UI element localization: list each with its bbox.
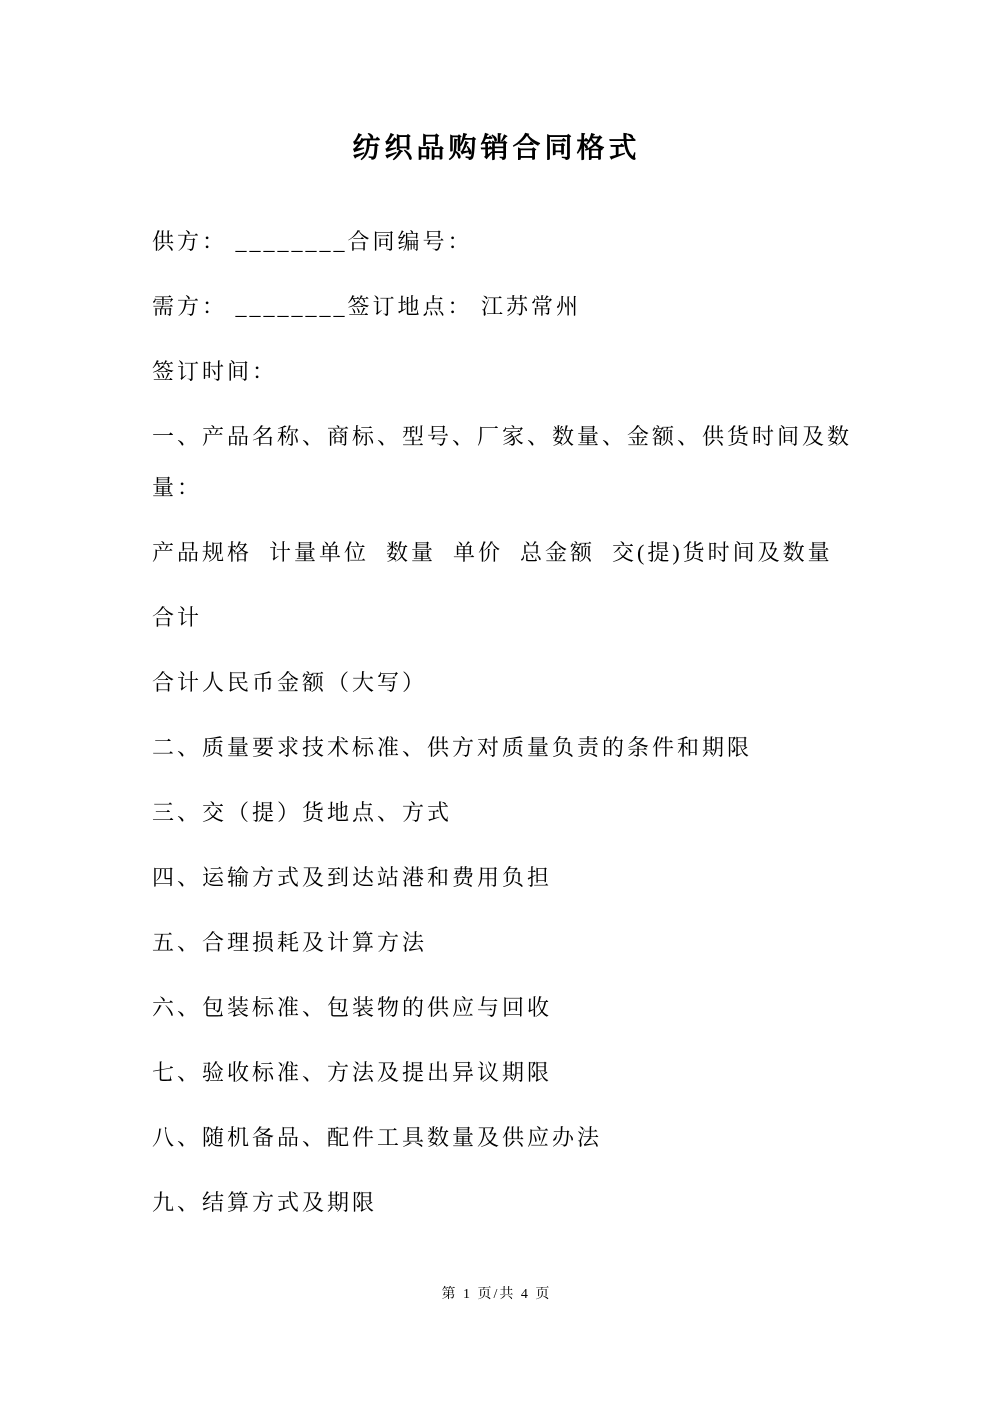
paragraph-item-6 xyxy=(152,982,872,1033)
document-title: 纺织品购销合同格式 xyxy=(352,133,641,164)
page-footer: 第 1 页/共 4 页 xyxy=(441,1287,552,1302)
text-line: 供方： ________合同编号： xyxy=(152,229,473,254)
document-body xyxy=(152,216,872,1228)
text-line: 四、运输方式及到达站港和费用负担 xyxy=(152,865,553,890)
paragraph-supplier xyxy=(152,216,872,267)
paragraph-item-2 xyxy=(152,722,872,773)
paragraph-item-7 xyxy=(152,1047,872,1098)
text-line: 合计人民币金额（大写） xyxy=(152,670,428,695)
text-line: 量： xyxy=(152,475,203,500)
text-line: 一、产品名称、商标、型号、厂家、数量、金额、供货时间及数 xyxy=(152,424,853,449)
text-line: 二、质量要求技术标准、供方对质量负责的条件和期限 xyxy=(152,735,753,760)
paragraph-item-5 xyxy=(152,917,872,968)
paragraph-item-4 xyxy=(152,852,872,903)
paragraph-item-8 xyxy=(152,1112,872,1163)
text-line: 合计 xyxy=(152,605,203,630)
paragraph-total xyxy=(152,592,872,643)
paragraph-total-amount-words xyxy=(152,657,872,708)
text-line: 六、包装标准、包装物的供应与回收 xyxy=(152,995,553,1020)
text-line: 三、交（提）货地点、方式 xyxy=(152,800,453,825)
paragraph-table-header xyxy=(152,527,872,578)
text-line: 产品规格 计量单位 数量 单价 总金额 交(提)货时间及数量 xyxy=(152,540,833,565)
text-line: 七、验收标准、方法及提出异议期限 xyxy=(152,1060,553,1085)
paragraph-signing-time xyxy=(152,346,872,397)
text-line: 需方： ________签订地点： 江苏常州 xyxy=(152,294,582,319)
paragraph-item-1 xyxy=(152,411,872,513)
paragraph-item-3 xyxy=(152,787,872,838)
paragraph-item-9 xyxy=(152,1177,872,1228)
text-line: 九、结算方式及期限 xyxy=(152,1190,378,1215)
text-line: 八、随机备品、配件工具数量及供应办法 xyxy=(152,1125,603,1150)
text-line: 五、合理损耗及计算方法 xyxy=(152,930,428,955)
paragraph-buyer xyxy=(152,281,872,332)
text-line: 签订时间： xyxy=(152,359,278,384)
